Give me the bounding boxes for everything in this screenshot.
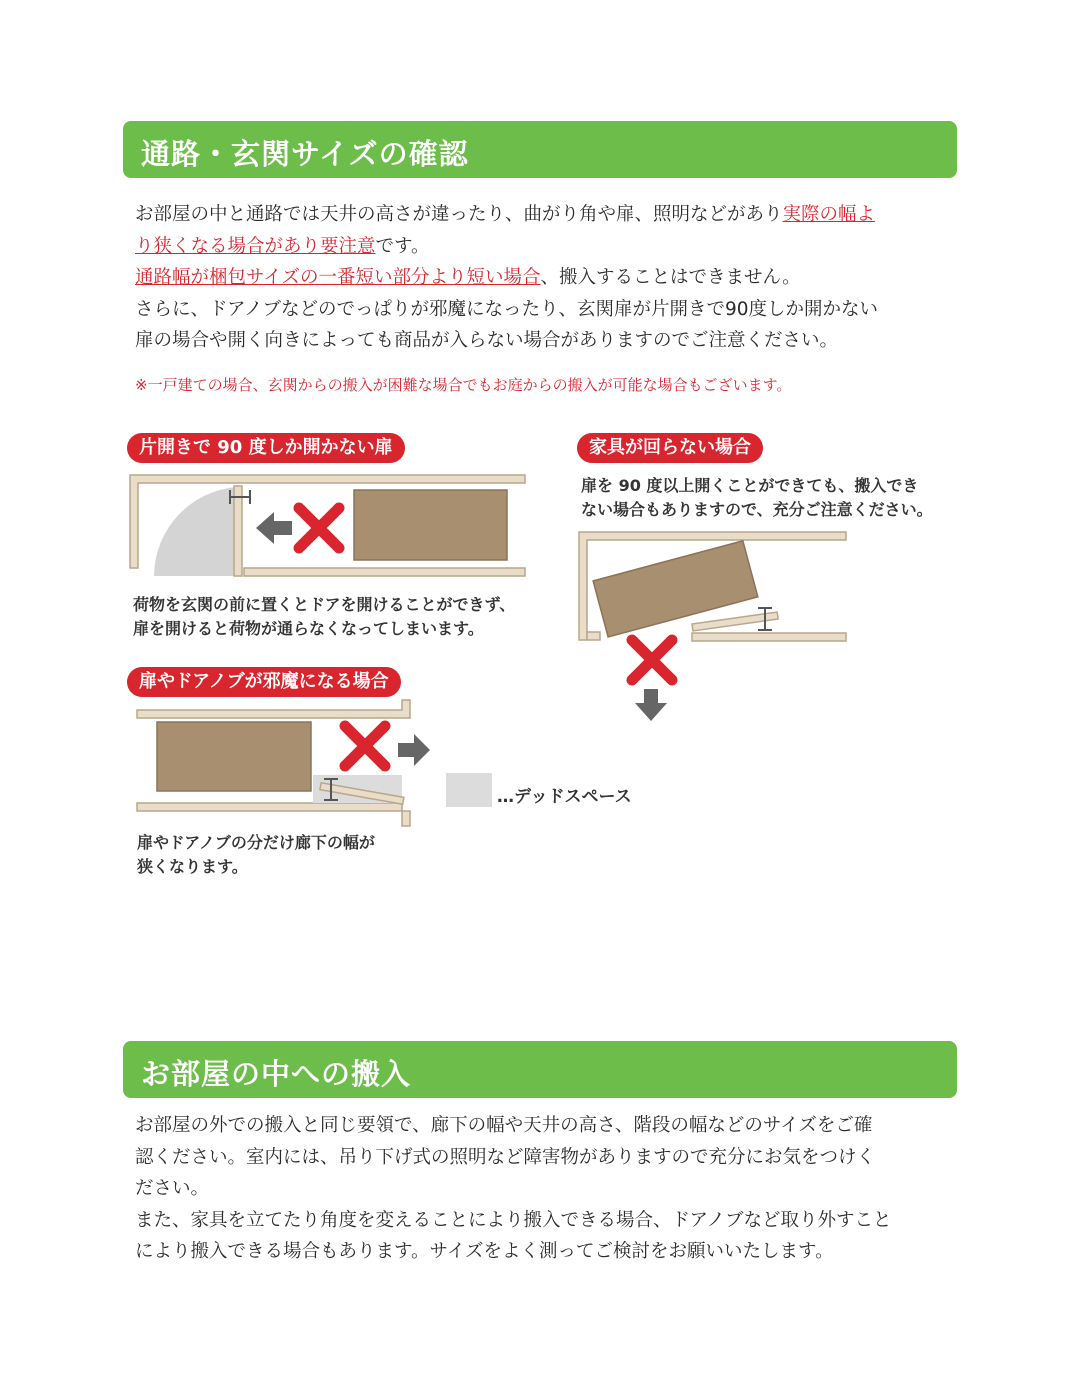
x-mark-icon <box>345 726 385 766</box>
paragraph-line: 認ください。室内には、吊り下げ式の照明など障害物がありますので充分にお気をつけく <box>135 1146 876 1168</box>
text: お部屋の中と通路では天井の高さが違ったり、曲がり角や扉、照明などがあり <box>135 204 783 225</box>
arrow-left-icon <box>256 512 292 544</box>
text: 、搬入することはできません。 <box>540 267 801 288</box>
dead-space-legend-swatch <box>446 773 492 807</box>
paragraph-line: により搬入できる場合もあります。サイズをよく測ってご検討をお願いいたします。 <box>135 1241 834 1262</box>
section-header-indoor <box>123 1041 957 1098</box>
furniture-box <box>157 722 311 791</box>
caption-line: 狭くなります。 <box>137 857 248 876</box>
text: です。 <box>375 235 430 257</box>
caption-line: 荷物を玄関の前に置くとドアを開けることができず、 <box>133 595 516 614</box>
diagram-doorknob <box>137 700 492 826</box>
diagram-label-furniture-no-rotate: 家具が回らない場合 <box>577 433 763 463</box>
arrow-down-icon <box>635 689 667 721</box>
caption-line: ない場合もありますので、充分ご注意ください。 <box>581 500 933 519</box>
paragraph-line: お部屋の外での搬入と同じ要領で、廊下の幅や天井の高さ、階段の幅などのサイズをご確 <box>135 1115 873 1136</box>
indoor-text <box>135 1110 955 1268</box>
x-mark-icon <box>632 640 672 680</box>
door-swing-area <box>154 487 236 576</box>
caption-line: 扉を開けると荷物が通らなくなってしまいます。 <box>133 619 484 638</box>
paragraph-line: 扉の場合や開く向きによっても商品が入らない場合がありますのでご注意ください。 <box>135 330 839 351</box>
furniture-box <box>354 490 507 560</box>
diagram-label-door-90: 片開きで 90 度しか開かない扉 <box>127 433 405 463</box>
paragraph-line: さらに、ドアノブなどのでっぱりが邪魔になったり、玄関扉が片開きで90度しか開かない <box>135 298 879 320</box>
diagram-no-rotate <box>579 532 846 721</box>
diagram-label-doorknob: 扉やドアノブが邪魔になる場合 <box>127 667 401 697</box>
highlight-text: 通路幅が梱包サイズの一番短い部分より短い場合 <box>135 267 541 288</box>
section-title: 通路・玄関サイズの確認 <box>141 137 469 171</box>
paragraph-line: また、家具を立てたり角度を変えることにより搬入できる場合、ドアノブなど取り外すこと <box>135 1209 892 1231</box>
paragraph-line: ださい。 <box>135 1178 210 1199</box>
door-panel <box>234 486 242 576</box>
dead-space-legend-label: …デッドスペース <box>497 787 632 807</box>
note-text: ※一戸建ての場合、玄関からの搬入が困難な場合でもお庭からの搬入が可能な場合もございます。 <box>135 376 792 394</box>
caption-line: 扉を 90 度以上開くことができても、搬入でき <box>581 476 919 495</box>
arrow-right-icon <box>398 734 430 766</box>
section-title: お部屋の中への搬入 <box>141 1057 412 1091</box>
highlight-text: り狭くなる場合があり要注意 <box>135 235 376 257</box>
x-mark-icon <box>299 508 339 548</box>
diagram-door-90 <box>130 475 525 576</box>
highlight-text: 実際の幅よ <box>782 204 876 225</box>
caption-line: 扉やドアノブの分だけ廊下の幅が <box>137 833 375 852</box>
